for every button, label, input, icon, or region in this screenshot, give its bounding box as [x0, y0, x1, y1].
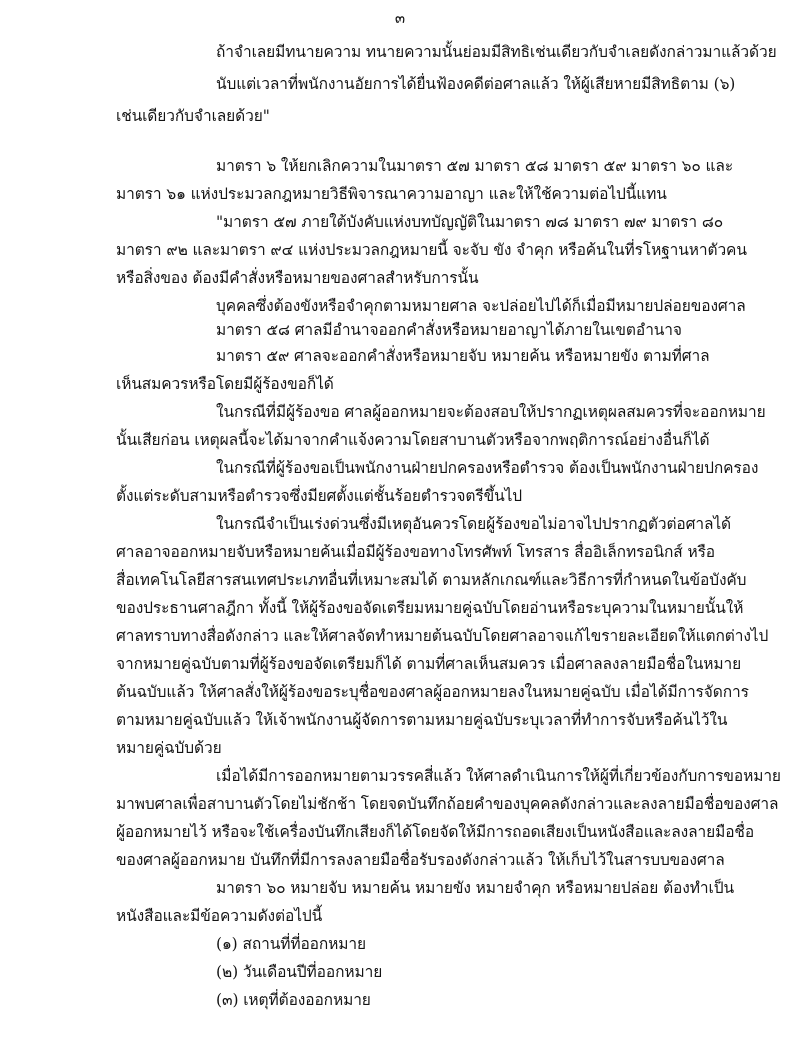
text-line: (๓) เหตุที่ต้องออกหมาย — [216, 991, 371, 1009]
text-line: นั้นเสียก่อน เหตุผลนี้จะได้มาจากคำแจ้งความโดยสาบานตัวหรือจากพฤติการณ์อย่างอื่นก็ได้ — [116, 431, 710, 449]
text-line: ถ้าจำเลยมีทนายความ ทนายความนั้นย่อมมีสิทธิเช่นเดียวกับจำเลยดังกล่าวมาแล้วด้วย — [216, 43, 777, 61]
text-line: "มาตรา ๕๗ ภายใต้บังคับแห่งบทบัญญัติในมาตรา ๗๘ มาตรา ๗๙ มาตรา ๘๐ — [216, 213, 724, 231]
page-number: ๓ — [394, 9, 406, 27]
text-line: เห็นสมควรหรือโดยมีผู้ร้องขอก็ได้ — [116, 375, 334, 393]
text-line: มาพบศาลเพื่อสาบานตัวโดยไม่ชักช้า โดยจดบันทึกถ้อยคำของบุคคลดังกล่าวและลงลายมือชื่อของศาล — [116, 795, 779, 813]
text-line: มาตรา ๕๘ ศาลมีอำนาจออกคำสั่งหรือหมายอาญาได้ภายในเขตอำนาจ — [216, 321, 682, 339]
text-line: มาตรา ๖ ให้ยกเลิกความในมาตรา ๕๗ มาตรา ๕๘ มาตรา ๕๙ มาตรา ๖๐ และ — [216, 157, 734, 175]
text-line: นับแต่เวลาที่พนักงานอัยการได้ยื่นฟ้องคดีต่อศาลแล้ว ให้ผู้เสียหายมีสิทธิตาม (๖) — [216, 75, 736, 93]
text-line: ในกรณีจำเป็นเร่งด่วนซึ่งมีเหตุอันควรโดยผู้ร้องขอไม่อาจไปปรากฏตัวต่อศาลได้ — [216, 515, 732, 533]
text-line: จากหมายคู่ฉบับตามที่ผู้ร้องขอจัดเตรียมก็ได้ ตามที่ศาลเห็นสมควร เมื่อศาลลงลายมือชื่อในหมาย — [116, 655, 742, 673]
text-line: ในกรณีที่ผู้ร้องขอเป็นพนักงานฝ่ายปกครองหรือตำรวจ ต้องเป็นพนักงานฝ่ายปกครอง — [216, 459, 759, 477]
text-line: เช่นเดียวกับจำเลยด้วย" — [116, 107, 270, 125]
text-line: หรือสิ่งของ ต้องมีคำสั่งหรือหมายของศาลสำหรับการนั้น — [116, 269, 479, 287]
text-line: หนังสือและมีข้อความดังต่อไปนี้ — [116, 907, 323, 925]
text-line: ผู้ออกหมายไว้ หรือจะใช้เครื่องบันทึกเสียงก็ได้โดยจัดให้มีการถอดเสียงเป็นหนังสือและลงลายมือชื่อ — [116, 823, 755, 841]
text-line: สื่อเทคโนโลยีสารสนเทศประเภทอื่นที่เหมาะสมได้ ตามหลักเกณฑ์และวิธีการที่กำหนดในข้อบังคับ — [116, 571, 747, 589]
text-line: (๑) สถานที่ที่ออกหมาย — [216, 935, 366, 953]
text-line: ศาลอาจออกหมายจับหรือหมายค้นเมื่อมีผู้ร้องขอทางโทรศัพท์ โทรสาร สื่ออิเล็กทรอนิกส์ หรือ — [116, 543, 716, 561]
text-line: ตามหมายคู่ฉบับแล้ว ให้เจ้าพนักงานผู้จัดการตามหมายคู่ฉบับระบุเวลาที่ทำการจับหรือค้นไว้ใน — [116, 711, 728, 729]
text-line: มาตรา ๕๙ ศาลจะออกคำสั่งหรือหมายจับ หมายค้น หรือหมายขัง ตามที่ศาล — [216, 347, 710, 365]
text-line: หมายคู่ฉบับด้วย — [116, 739, 222, 757]
text-line: ของศาลผู้ออกหมาย บันทึกที่มีการลงลายมือชื่อรับรองดังกล่าวแล้ว ให้เก็บไว้ในสารบบของศาล — [116, 851, 725, 869]
text-line: ในกรณีที่มีผู้ร้องขอ ศาลผู้ออกหมายจะต้องสอบให้ปรากฏเหตุผลสมควรที่จะออกหมาย — [216, 403, 766, 421]
text-line: ตั้งแต่ระดับสามหรือตำรวจซึ่งมียศตั้งแต่ชั้นร้อยตำรวจตรีขึ้นไป — [116, 487, 523, 505]
text-line: มาตรา ๖๐ หมายจับ หมายค้น หมายขัง หมายจำคุก หรือหมายปล่อย ต้องทำเป็น — [216, 879, 734, 897]
text-line: ของประธานศาลฎีกา ทั้งนี้ ให้ผู้ร้องขอจัดเตรียมหมายคู่ฉบับโดยอ่านหรือระบุความในหมายนั้นให้ — [116, 599, 744, 617]
text-line: ต้นฉบับแล้ว ให้ศาลสั่งให้ผู้ร้องขอระบุชื่อของศาลผู้ออกหมายลงในหมายคู่ฉบับ เมื่อได้มีการจัดการ — [116, 683, 749, 701]
text-line: มาตรา ๙๒ และมาตรา ๙๔ แห่งประมวลกฎหมายนี้ จะจับ ขัง จำคุก หรือค้นในที่รโหฐานหาตัวคน — [116, 241, 747, 259]
text-line: ศาลทราบทางสื่อดังกล่าว และให้ศาลจัดทำหมายต้นฉบับโดยศาลอาจแก้ไขรายละเอียดให้แตกต่างไป — [116, 627, 769, 645]
text-line: มาตรา ๖๑ แห่งประมวลกฎหมายวิธีพิจารณาความอาญา และให้ใช้ความต่อไปนี้แทน — [116, 185, 667, 203]
text-line: บุคคลซึ่งต้องขังหรือจำคุกตามหมายศาล จะปล่อยไปได้ก็เมื่อมีหมายปล่อยของศาล — [216, 297, 746, 315]
text-line: เมื่อได้มีการออกหมายตามวรรคสี่แล้ว ให้ศาลดำเนินการให้ผู้ที่เกี่ยวข้องกับการขอหมาย — [216, 767, 781, 785]
text-line: (๒) วันเดือนปีที่ออกหมาย — [216, 963, 383, 981]
